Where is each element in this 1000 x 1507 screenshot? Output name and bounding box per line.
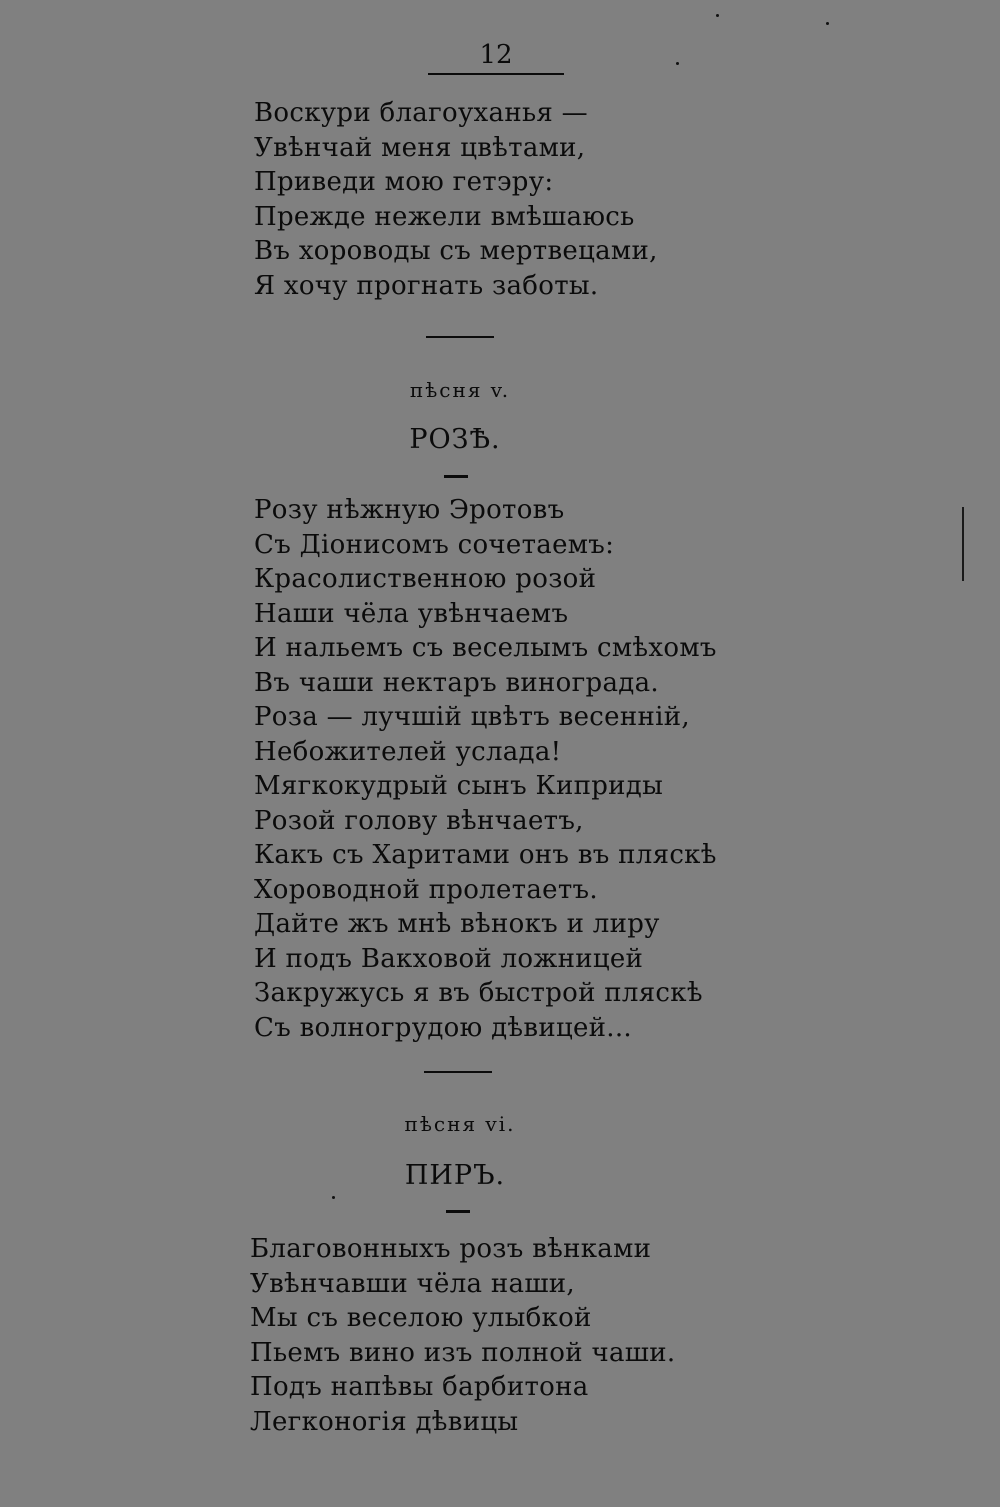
- verse-line: Роза — лучшій цвѣтъ весенній,: [254, 702, 690, 732]
- section-separator: [426, 336, 494, 338]
- song-5-label: пѣсня v.: [409, 378, 511, 402]
- verse-line: И нальемъ съ веселымъ смѣхомъ: [254, 633, 717, 663]
- verse-line: Съ Діонисомъ сочетаемъ:: [254, 529, 615, 560]
- section-separator: [424, 1071, 492, 1073]
- verse-line: Розой голову вѣнчаетъ,: [254, 805, 584, 836]
- scan-speck: [716, 14, 719, 17]
- verse-line: Подъ напѣвы барбитона: [250, 1372, 589, 1402]
- verse-line: Мы съ веселою улыбкой: [250, 1303, 592, 1333]
- verse-line: И подъ Вакховой ложницей: [254, 943, 644, 974]
- verse-line: Съ волногрудою дѣвицей...: [254, 1012, 632, 1043]
- verse-line: Какъ съ Харитами онъ въ пляскѣ: [254, 840, 717, 870]
- verse-line: Наши чёла увѣнчаемъ: [254, 598, 569, 629]
- verse-line: Прежде нежели вмѣшаюсь: [254, 201, 635, 232]
- verse-line: Благовонныхъ розъ вѣнками: [250, 1234, 652, 1264]
- verse-line: Дайте жъ мнѣ вѣнокъ и лиру: [254, 909, 660, 939]
- verse-line: Я хочу прогнать заботы.: [254, 270, 599, 301]
- verse-line: Легконогія дѣвицы: [250, 1406, 519, 1437]
- verse-line: Небожителей услада!: [254, 736, 562, 767]
- title-dash: [444, 475, 468, 478]
- verse-line: Хороводной пролетаетъ.: [254, 874, 598, 905]
- verse-line: Въ хороводы съ мертвецами,: [254, 236, 658, 266]
- margin-scan-mark: [962, 507, 964, 581]
- song-6-label: пѣсня vi.: [404, 1112, 516, 1136]
- verse-line: Въ чаши нектаръ винограда.: [254, 667, 659, 698]
- scan-speck: [676, 62, 679, 65]
- song-6-verses: [250, 1232, 675, 1439]
- stanza-continued: [254, 96, 658, 303]
- verse-line: Мягкокудрый сынъ Киприды: [254, 771, 664, 801]
- verse-line: Приведи мою гетэру:: [254, 167, 554, 197]
- song-6-title: ПИРЪ.: [404, 1160, 506, 1191]
- verse-line: Красолиственною розой: [254, 564, 597, 594]
- verse-line: Увѣнчай меня цвѣтами,: [254, 132, 586, 163]
- verse-line: Закружусь я въ быстрой пляскѣ: [254, 978, 703, 1008]
- verse-line: Воскури благоуханья —: [254, 98, 588, 128]
- page-number: 12: [479, 40, 513, 70]
- song-5-title: РОЗѢ.: [409, 424, 501, 455]
- song-5-verses: [254, 493, 717, 1045]
- verse-line: Увѣнчавши чёла наши,: [250, 1268, 575, 1299]
- verse-line: Розу нѣжную Эротовъ: [254, 495, 565, 525]
- verse-line: Пьемъ вино изъ полной чаши.: [250, 1337, 676, 1368]
- page-number-rule: [428, 73, 564, 75]
- scan-speck: [332, 1196, 335, 1199]
- title-dash: [446, 1210, 470, 1213]
- scan-speck: [826, 22, 829, 25]
